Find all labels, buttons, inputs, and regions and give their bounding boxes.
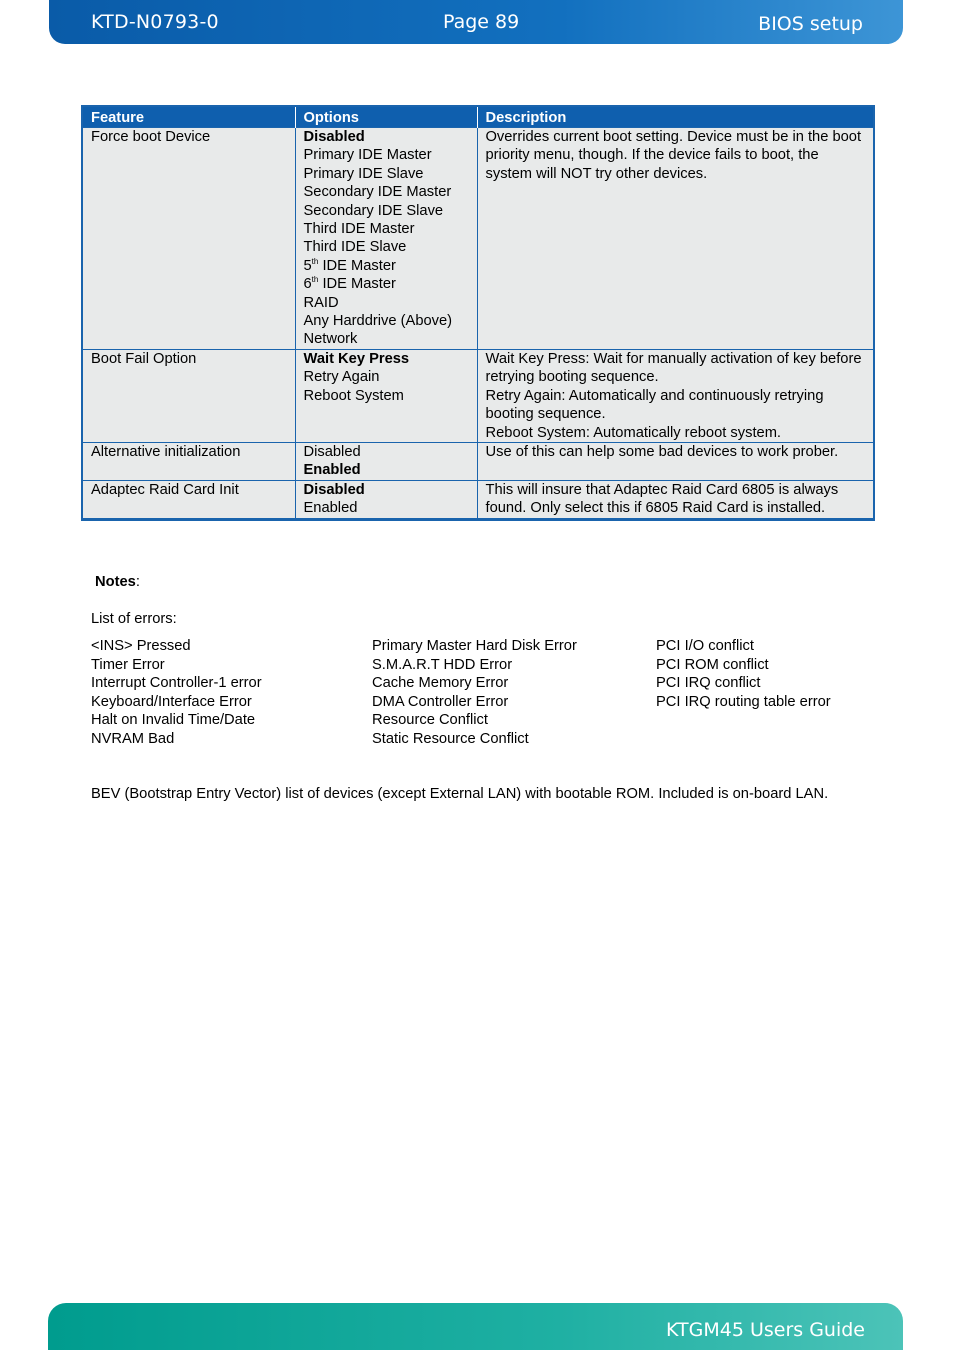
option-item xyxy=(304,128,469,146)
option-text: Any Harddrive (Above) xyxy=(303,313,453,330)
option-item xyxy=(304,350,469,368)
column-header-feature: Feature xyxy=(82,106,295,128)
option-item xyxy=(304,220,469,238)
option-text: RAID xyxy=(303,294,339,311)
page-footer xyxy=(48,1303,903,1350)
notes-heading xyxy=(95,574,140,590)
notes-colon: : xyxy=(135,574,140,590)
description-text: Retry Again: Automatically and continuously retrying booting sequence. xyxy=(485,387,824,423)
page-header xyxy=(49,0,903,44)
table-row xyxy=(82,480,874,519)
error-column-3 xyxy=(656,637,831,711)
option-ordinal: 6 xyxy=(303,276,312,293)
option-text: Retry Again xyxy=(303,369,380,386)
table-header-row xyxy=(82,106,874,128)
option-text: IDE Master xyxy=(322,257,396,274)
error-item: Halt on Invalid Time/Date xyxy=(91,712,256,728)
error-item: Primary Master Hard Disk Error xyxy=(372,638,577,654)
bios-options-table xyxy=(81,105,875,521)
guide-title: KTGM45 Users Guide xyxy=(666,1319,865,1341)
option-item xyxy=(304,294,469,312)
error-item: PCI IRQ conflict xyxy=(656,675,761,691)
description-cell xyxy=(477,128,874,350)
option-text: IDE Master xyxy=(322,276,396,293)
option-item xyxy=(304,146,469,164)
notes-label: Notes xyxy=(95,574,136,590)
error-item: NVRAM Bad xyxy=(91,730,175,747)
table-row xyxy=(82,349,874,442)
option-item xyxy=(304,202,469,220)
option-item xyxy=(304,443,469,461)
table-row xyxy=(82,128,874,350)
options-cell xyxy=(295,128,477,350)
option-item xyxy=(304,368,469,386)
option-item xyxy=(304,183,469,201)
error-item: PCI I/O conflict xyxy=(656,638,754,654)
option-text: Disabled xyxy=(303,443,361,460)
feature-cell: Force boot Device xyxy=(82,128,295,350)
description-cell xyxy=(477,349,874,442)
description-text: Reboot System: Automatically reboot system. xyxy=(485,424,782,441)
section-title: BIOS setup xyxy=(758,13,863,35)
column-header-options: Options xyxy=(295,106,477,128)
option-item xyxy=(304,312,469,330)
option-text: Secondary IDE Slave xyxy=(303,202,444,219)
option-ordinal: 5 xyxy=(303,257,312,274)
option-ordinal-suffix: th xyxy=(311,275,319,285)
table-row xyxy=(82,442,874,480)
column-header-description: Description xyxy=(477,106,874,128)
error-item: PCI ROM conflict xyxy=(656,656,769,673)
option-text: Disabled xyxy=(303,129,365,145)
feature-cell: Alternative initialization xyxy=(82,442,295,480)
feature-cell: Adaptec Raid Card Init xyxy=(82,480,295,519)
option-ordinal-suffix: th xyxy=(311,256,319,266)
bev-paragraph: BEV (Bootstrap Entry Vector) list of devices (except External LAN) with bootable ROM. Included is on-board LAN. xyxy=(91,786,829,802)
option-text: Wait Key Press xyxy=(303,350,410,367)
error-item: Cache Memory Error xyxy=(372,675,509,691)
option-item xyxy=(304,275,469,293)
options-cell xyxy=(295,349,477,442)
option-text: Secondary IDE Master xyxy=(303,184,452,201)
description-cell xyxy=(477,442,874,480)
option-text: Third IDE Slave xyxy=(303,239,407,256)
option-item xyxy=(304,499,469,517)
error-column-1 xyxy=(91,637,262,748)
document-id: KTD-N0793-0 xyxy=(91,11,219,33)
description-text: This will insure that Adaptec Raid Card 6805 is always found. Only select this if 6805 Raid Card is installed. xyxy=(485,481,839,517)
description-text: Overrides current boot setting. Device must be in the boot priority menu, though. If the device fails to boot, the system will NOT try other devices. xyxy=(485,129,862,182)
page-number: Page 89 xyxy=(443,11,520,33)
option-item xyxy=(304,165,469,183)
description-text: Use of this can help some bad devices to work prober. xyxy=(485,443,839,460)
option-text: Enabled xyxy=(303,500,358,517)
option-item xyxy=(304,238,469,256)
options-cell xyxy=(295,442,477,480)
option-text: Primary IDE Master xyxy=(303,147,432,164)
option-text: Primary IDE Slave xyxy=(303,165,424,182)
error-item: Resource Conflict xyxy=(372,712,488,728)
option-text: Network xyxy=(303,331,358,348)
error-item: DMA Controller Error xyxy=(372,693,509,710)
description-cell xyxy=(477,480,874,519)
feature-cell: Boot Fail Option xyxy=(82,349,295,442)
option-item xyxy=(304,257,469,275)
option-text: Disabled xyxy=(303,481,365,498)
options-cell xyxy=(295,480,477,519)
error-item: S.M.A.R.T HDD Error xyxy=(372,656,513,673)
error-item: <INS> Pressed xyxy=(91,638,191,654)
error-item: Keyboard/Interface Error xyxy=(91,693,252,710)
option-item xyxy=(304,481,469,499)
option-text: Reboot System xyxy=(303,387,404,404)
error-item: PCI IRQ routing table error xyxy=(656,693,831,710)
error-column-2 xyxy=(372,637,577,748)
error-item: Static Resource Conflict xyxy=(372,730,529,747)
option-item xyxy=(304,461,469,479)
option-text: Third IDE Master xyxy=(303,221,415,238)
error-item: Interrupt Controller-1 error xyxy=(91,675,262,691)
option-text: Enabled xyxy=(303,462,361,479)
errors-list-label: List of errors: xyxy=(91,611,177,627)
description-text: Wait Key Press: Wait for manually activation of key before retrying booting sequence. xyxy=(485,350,862,386)
error-item: Timer Error xyxy=(91,656,165,673)
option-item xyxy=(304,330,469,348)
option-item xyxy=(304,387,469,405)
